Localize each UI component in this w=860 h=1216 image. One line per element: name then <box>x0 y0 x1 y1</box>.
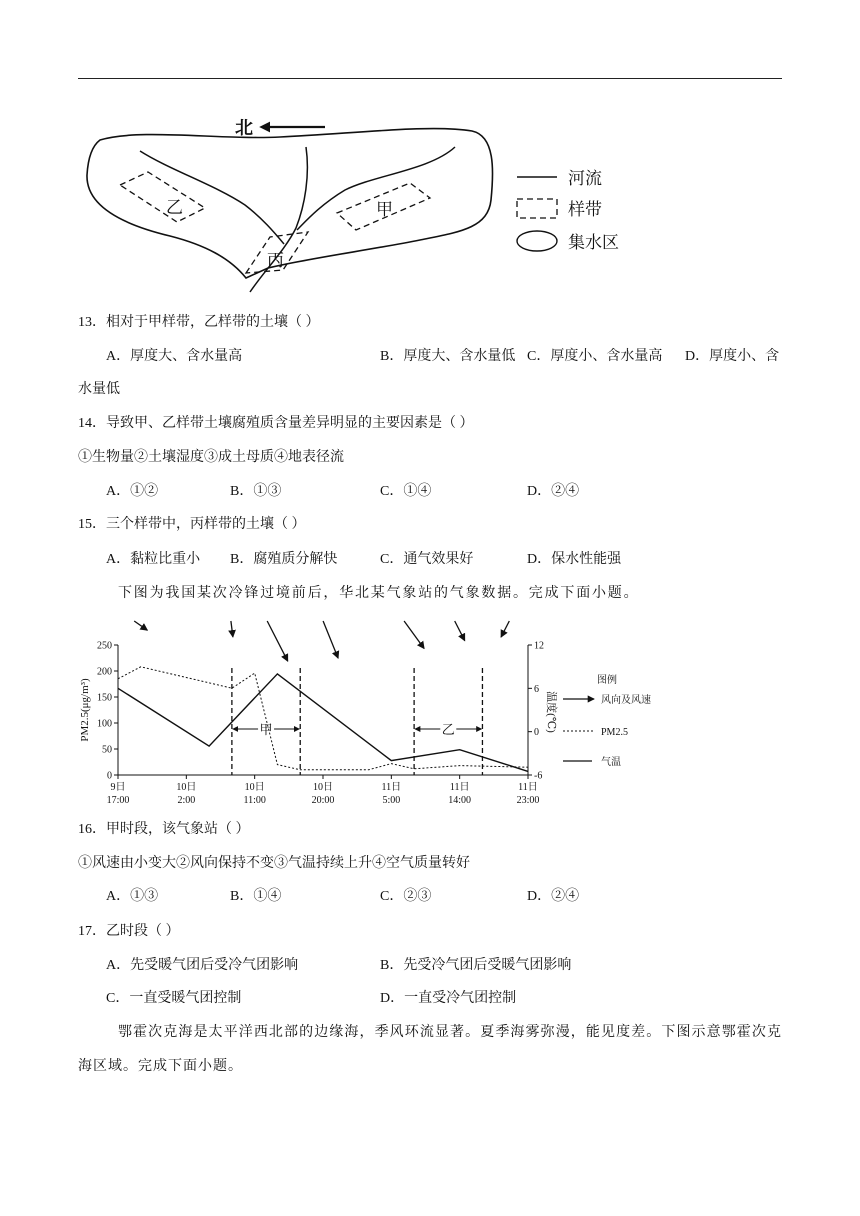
wind-arrow-icon <box>455 621 465 641</box>
q17-option-a: A．先受暖气团后受冷气团影响 <box>106 958 299 973</box>
legend-river-label: 河流 <box>568 169 602 188</box>
wind-arrow-icon <box>404 621 424 649</box>
right-tick-label: 6 <box>534 683 539 695</box>
intro-okhotsk: 鄂霍次克海是太平洋西北部的边缘海，季风环流显著。夏季海雾弥漫，能见度差。下图示意鄂霍次克海区域。完成下面小题。 <box>78 1025 782 1074</box>
q13-option-a: A．厚度大、含水量高 <box>106 349 243 364</box>
x-tick-time-label: 11:00 <box>243 795 266 806</box>
header-rule <box>78 78 782 79</box>
q15-option-d: D．保水性能强 <box>527 552 622 567</box>
temperature-series-line <box>118 674 528 772</box>
left-tick-label: 0 <box>107 770 112 782</box>
wind-arrow-icon <box>134 621 147 630</box>
x-tick-time-label: 2:00 <box>177 795 196 806</box>
q16-option-a: A．①③ <box>106 889 159 904</box>
x-tick-time-label: 5:00 <box>382 795 401 806</box>
q13-option-d: D．厚度小、含水量低 <box>78 349 780 397</box>
left-tick-label: 250 <box>97 640 112 652</box>
q15-stem: 15．三个样带中，丙样带的土壤（ ） <box>78 517 306 532</box>
q13-options <box>78 340 782 406</box>
q15-option-b: B．腐殖质分解快 <box>230 552 338 567</box>
wind-arrow-icon <box>323 621 338 658</box>
q16-stem: 16．甲时段，该气象站（ ） <box>78 822 250 837</box>
right-axis-title: 温度(℃) <box>545 691 557 733</box>
q16-option-c: C．②③ <box>380 889 432 904</box>
q17-stem: 17．乙时段（ ） <box>78 924 180 939</box>
legend-temp-label: 气温 <box>601 757 621 768</box>
left-axis-title: PM2.5(μg/m³) <box>79 678 91 742</box>
pm25-series-line <box>118 667 528 770</box>
q16-statements: ①风速由小变大②风向保持不变③气温持续上升④空气质量转好 <box>78 856 470 871</box>
legend-catchment-label: 集水区 <box>568 233 619 252</box>
q13-option-b: B．厚度大、含水量低 <box>380 349 516 364</box>
legend-belt-label: 样带 <box>568 200 602 219</box>
q14-option-b: B．①③ <box>230 484 282 499</box>
q15-option-c: C．通气效果好 <box>380 552 474 567</box>
left-tick-label: 150 <box>97 692 112 704</box>
river-left-tributary <box>140 151 284 244</box>
right-tick-label: 12 <box>534 640 544 652</box>
belt-yi <box>120 172 205 222</box>
q14-stem: 14．导致甲、乙样带土壤腐殖质含量差异明显的主要因素是（ ） <box>78 416 474 431</box>
intro-weather: 下图为我国某次冷锋过境前后，华北某气象站的气象数据。完成下面小题。 <box>118 586 640 601</box>
left-tick-label: 100 <box>97 718 112 730</box>
x-tick-day-label: 10日 <box>176 782 197 793</box>
wind-arrow-icon <box>267 621 288 661</box>
x-tick-day-label: 11日 <box>518 782 538 793</box>
q15-option-a: A．黏粒比重小 <box>106 552 201 567</box>
weather-chart <box>70 612 680 812</box>
q14-option-c: C．①④ <box>380 484 432 499</box>
q14-option-d: D．②④ <box>527 484 580 499</box>
q17-option-c: C．一直受暖气团控制 <box>106 991 242 1006</box>
x-tick-time-label: 20:00 <box>311 795 335 806</box>
north-label: 北 <box>235 118 253 138</box>
legend-wind-label: 风向及风速 <box>601 695 651 706</box>
right-tick-label: 0 <box>534 727 539 739</box>
x-tick-time-label: 17:00 <box>106 795 130 806</box>
x-tick-day-label: 10日 <box>313 782 333 793</box>
x-tick-day-label: 9日 <box>110 782 126 793</box>
q17-option-b: B．先受冷气团后受暖气团影响 <box>380 958 572 973</box>
q16-option-d: D．②④ <box>527 889 580 904</box>
right-tick-label: -6 <box>534 770 543 782</box>
wind-arrow-icon <box>231 621 233 637</box>
left-tick-label: 200 <box>97 666 112 678</box>
legend-pm25-label: PM2.5 <box>601 727 628 738</box>
q13-stem: 13．相对于甲样带，乙样带的土壤（ ） <box>78 315 320 330</box>
q14-statements: ①生物量②土壤湿度③成土母质④地表径流 <box>78 450 344 465</box>
catchment-diagram <box>70 100 670 300</box>
belt-bing-label: 丙 <box>267 251 284 270</box>
period-label: 甲 <box>259 722 273 737</box>
q14-option-a: A．①② <box>106 484 159 499</box>
x-tick-time-label: 14:00 <box>448 795 472 806</box>
legend-belt-swatch <box>517 199 557 218</box>
x-tick-day-label: 11日 <box>381 782 402 793</box>
x-tick-day-label: 11日 <box>449 782 470 793</box>
belt-jia-label: 甲 <box>376 200 393 219</box>
legend-title: 图例 <box>597 675 617 686</box>
x-tick-day-label: 10日 <box>244 782 265 793</box>
legend-catchment-swatch <box>517 231 557 251</box>
wind-arrow-icon <box>501 621 509 637</box>
q17-option-d: D．一直受冷气团控制 <box>380 991 517 1006</box>
q13-option-c: C．厚度小、含水量高 <box>527 349 663 364</box>
period-label: 乙 <box>441 722 455 737</box>
left-tick-label: 50 <box>102 744 112 756</box>
x-tick-time-label: 23:00 <box>516 795 540 806</box>
q16-option-b: B．①④ <box>230 889 282 904</box>
belt-yi-label: 乙 <box>166 198 183 217</box>
